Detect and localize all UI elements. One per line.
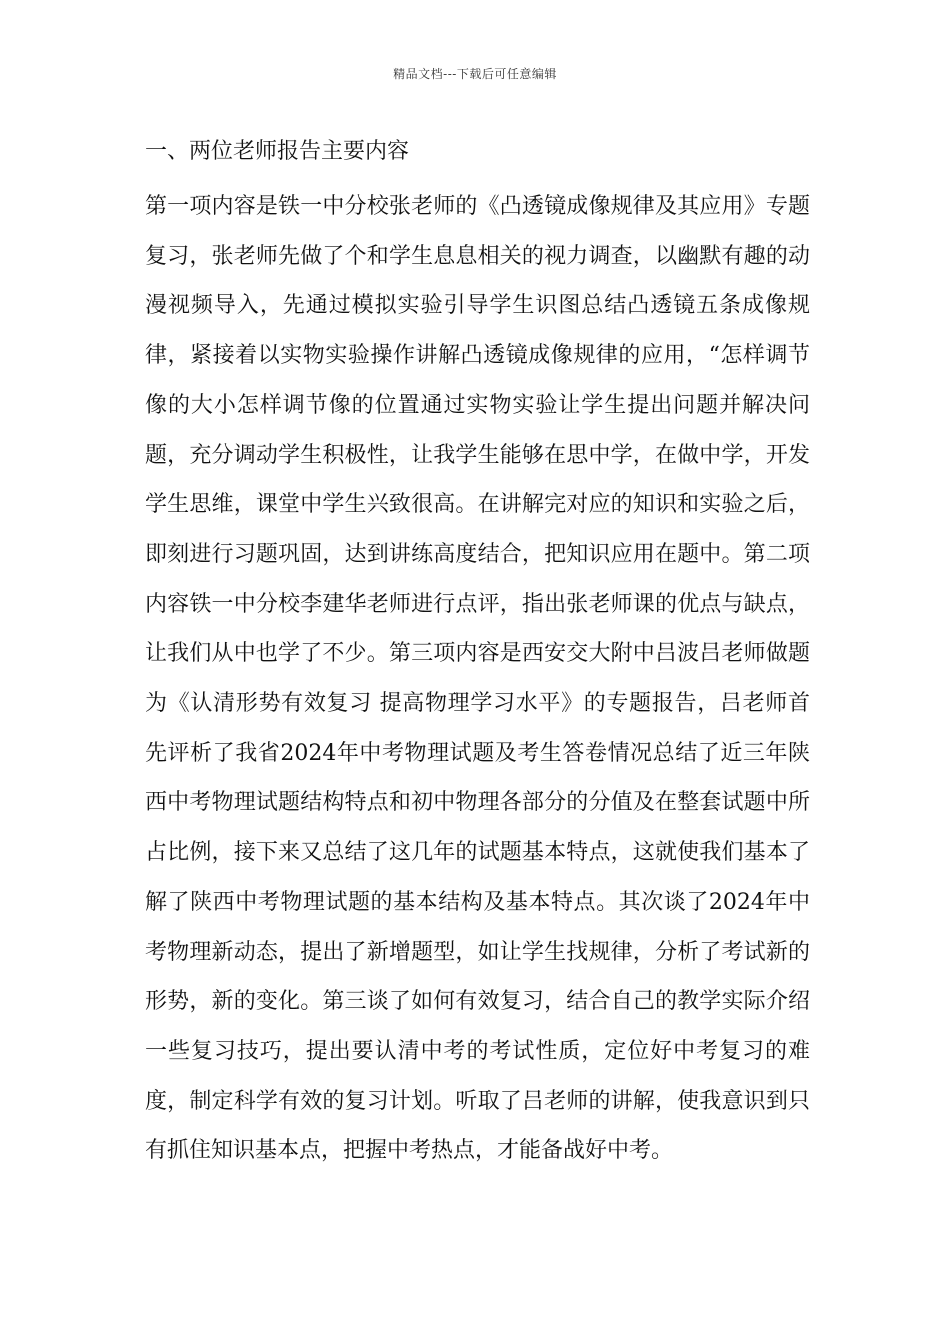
page-header: 精品文档---下载后可任意编辑 — [393, 67, 557, 81]
document-body — [145, 132, 810, 1176]
section-heading: 一、两位老师报告主要内容 — [145, 139, 410, 164]
body-paragraph: 第一项内容是铁一中分校张老师的《凸透镜成像规律及其应用》专题复习，张老师先做了个和学生息息相关的视力调查，以幽默有趣的动漫视频导入，先通过模拟实验引导学生识图总结凸透镜五条成像规律，紧接着以实物实验操作讲解凸透镜成像规律的应用，“怎样调节像的大小怎样调节像的位置通过实物实验让学生提出问题并解决问题，充分调动学生积极性，让我学生能够在思中学，在做中学，开发学生思维，课堂中学生兴致很高。在讲解完对应的知识和实验之后，即刻进行习题巩固，达到讲练高度结合，把知识应用在题中。第二项内容铁一中分校李建华老师进行点评，指出张老师课的优点与缺点，让我们从中也学了不少。第三项内容是西安交大附中吕波吕老师做题为《认清形势有效复习 提高物理学习水平》的专题报告，吕老师首先评析了我省2024年中考物理试题及考生答卷情况总结了近三年陕西中考物理试题结构特点和初中物理各部分的分值及在整套试题中所占比例，接下来又总结了这几年的试题基本特点，这就使我们基本了解了陕西中考物理试题的基本结构及基本特点。其次谈了2024年中考物理新动态，提出了新增题型，如让学生找规律，分析了考试新的形势，新的变化。第三谈了如何有效复习，结合自己的教学实际介绍一些复习技巧，提出要认清中考的考试性质，定位好中考复习的难度，制定科学有效的复习计划。听取了吕老师的讲解，使我意识到只有抓住知识基本点，把握中考热点，才能备战好中考。 — [145, 194, 810, 1164]
